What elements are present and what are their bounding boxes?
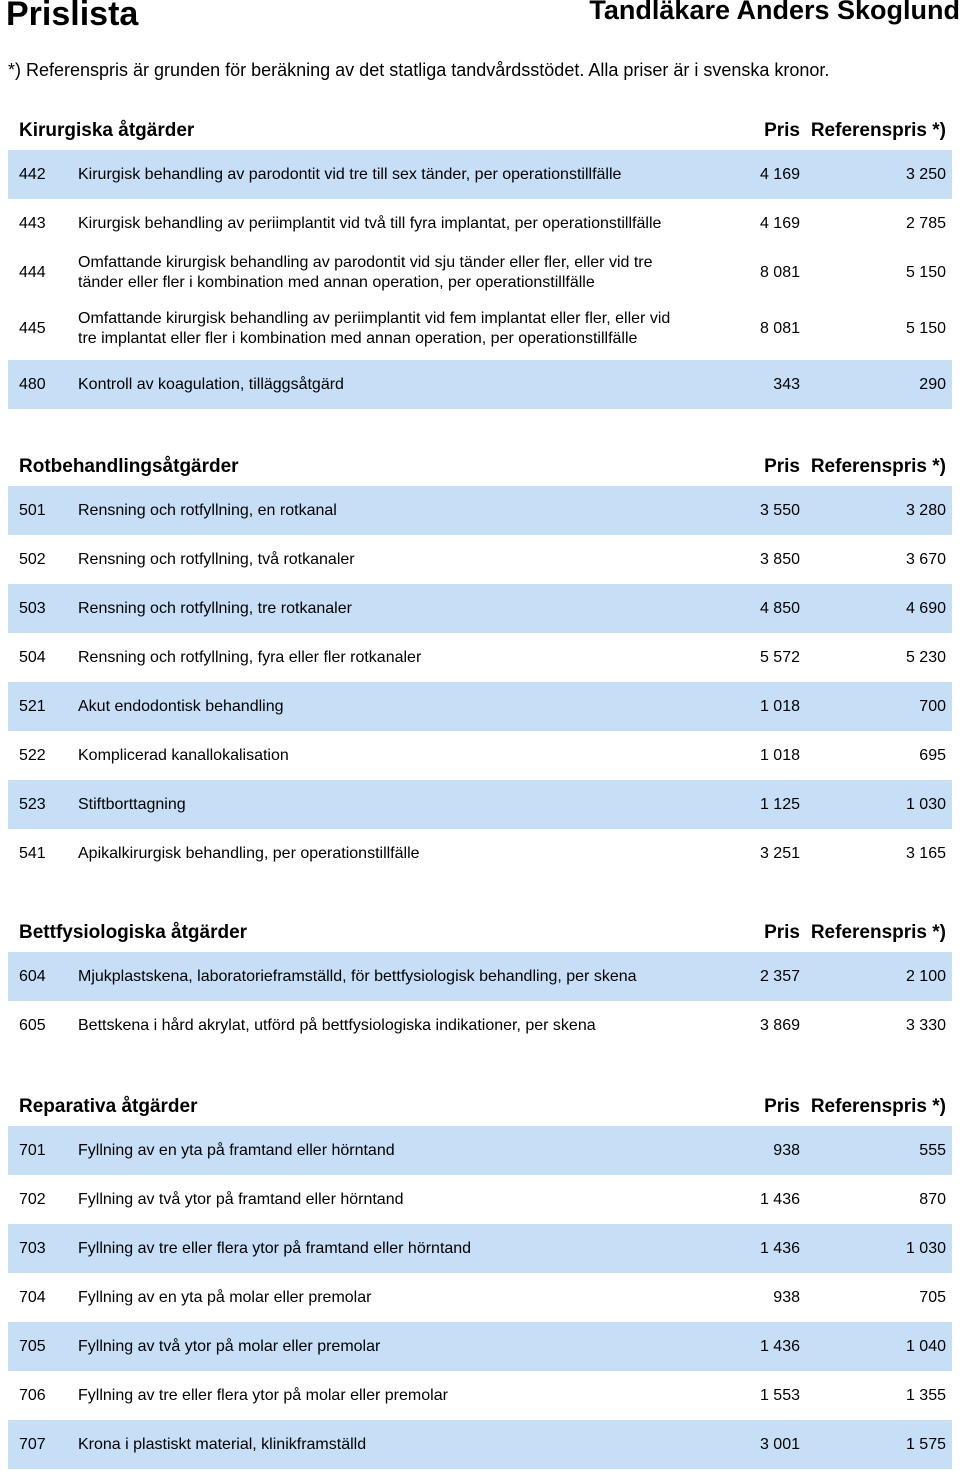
row-description: Rensning och rotfyllning, två rotkanaler — [78, 550, 355, 568]
row-price: 4 169 — [759, 165, 800, 183]
row-price: 1 436 — [759, 1239, 800, 1257]
row-code: 522 — [19, 746, 46, 764]
price-column-header: Pris — [764, 1096, 800, 1117]
row-ref-price: 1 030 — [905, 1239, 946, 1257]
section-kirurgiska — [8, 110, 952, 409]
row-price: 3 869 — [759, 1016, 800, 1034]
table-row — [8, 1371, 952, 1420]
row-ref-price: 290 — [919, 375, 946, 393]
row-description: Fyllning av två ytor på molar eller premolar — [78, 1337, 381, 1355]
row-code: 704 — [19, 1288, 46, 1306]
table-row — [8, 486, 952, 535]
row-price: 2 357 — [759, 967, 800, 985]
row-description: Kontroll av koagulation, tilläggsåtgärd — [78, 375, 344, 393]
row-price: 8 081 — [759, 319, 800, 337]
page-title: Prislista — [6, 0, 139, 33]
table-row — [8, 1273, 952, 1322]
row-description: Omfattande kirurgisk behandling av parodontit vid sju tänder eller fler, eller vid tre tänder eller fler i kombination med annan operation, per operationstillfälle — [78, 253, 653, 291]
table-row — [8, 1175, 952, 1224]
row-ref-price: 3 280 — [905, 501, 946, 519]
row-description: Krona i plastiskt material, klinikframställd — [78, 1435, 367, 1453]
row-ref-price: 3 250 — [905, 165, 946, 183]
row-ref-price: 3 670 — [905, 550, 946, 568]
section-header — [8, 1086, 952, 1126]
row-description: Komplicerad kanallokalisation — [78, 746, 289, 764]
row-ref-price: 1 030 — [905, 795, 946, 813]
table-row — [8, 1224, 952, 1273]
row-price: 1 436 — [759, 1190, 800, 1208]
table-row — [8, 248, 952, 297]
row-ref-price: 695 — [919, 746, 946, 764]
row-description: Mjukplastskena, laboratorieframställd, för bettfysiologisk behandling, per skena — [78, 967, 637, 985]
row-description: Kirurgisk behandling av parodontit vid tre till sex tänder, per operationstillfälle — [78, 165, 622, 183]
table-row — [8, 1420, 952, 1469]
row-code: 541 — [19, 844, 46, 862]
row-ref-price: 5 230 — [905, 648, 946, 666]
section-bettfysiologiska — [8, 912, 952, 1050]
section-title: Kirurgiska åtgärder — [19, 120, 195, 141]
row-code: 503 — [19, 599, 46, 617]
row-price: 1 018 — [759, 746, 800, 764]
row-code: 604 — [19, 967, 46, 985]
table-row — [8, 199, 952, 248]
row-code: 702 — [19, 1190, 46, 1208]
row-code: 443 — [19, 214, 46, 232]
row-description: Fyllning av tre eller flera ytor på framtand eller hörntand — [78, 1239, 472, 1257]
row-code: 480 — [19, 375, 46, 393]
row-price: 5 572 — [759, 648, 800, 666]
row-ref-price: 700 — [919, 697, 946, 715]
row-description: Bettskena i hård akrylat, utförd på bettfysiologiska indikationer, per skena — [78, 1016, 596, 1034]
row-description: Rensning och rotfyllning, tre rotkanaler — [78, 599, 352, 617]
section-rotbehandling — [8, 446, 952, 878]
row-price: 3 850 — [759, 550, 800, 568]
price-column-header: Pris — [764, 120, 800, 141]
row-ref-price: 3 330 — [905, 1016, 946, 1034]
row-price: 1 553 — [759, 1386, 800, 1404]
row-price: 3 251 — [759, 844, 800, 862]
footnote: *) Referenspris är grunden för beräkning av det statliga tandvårdsstödet. Alla priser är i svenska kronor. — [8, 60, 830, 80]
row-price: 938 — [773, 1288, 800, 1306]
row-description: Fyllning av två ytor på framtand eller hörntand — [78, 1190, 404, 1208]
row-description: Fyllning av en yta på framtand eller hörntand — [78, 1141, 395, 1159]
row-description: Fyllning av en yta på molar eller premolar — [78, 1288, 372, 1306]
table-row — [8, 1322, 952, 1371]
row-ref-price: 870 — [919, 1190, 946, 1208]
price-column-header: Pris — [764, 922, 800, 943]
table-row — [8, 1126, 952, 1175]
doctor-name: Tandläkare Anders Skoglund — [589, 0, 960, 25]
ref-column-header: Referenspris *) — [810, 120, 946, 141]
ref-column-header: Referenspris *) — [810, 922, 946, 943]
section-title: Bettfysiologiska åtgärder — [19, 922, 248, 943]
table-row — [8, 360, 952, 409]
row-code: 707 — [19, 1435, 46, 1453]
ref-column-header: Referenspris *) — [810, 1096, 946, 1117]
table-row — [8, 150, 952, 199]
row-price: 1 436 — [759, 1337, 800, 1355]
row-price: 938 — [773, 1141, 800, 1159]
row-code: 502 — [19, 550, 46, 568]
row-ref-price: 1 355 — [905, 1386, 946, 1404]
row-price: 4 850 — [759, 599, 800, 617]
table-row — [8, 297, 952, 360]
table-row — [8, 633, 952, 682]
row-ref-price: 2 100 — [905, 967, 946, 985]
row-description: Kirurgisk behandling av periimplantit vid två till fyra implantat, per operationstillfälle — [78, 214, 662, 232]
section-header — [8, 912, 952, 952]
row-description: Rensning och rotfyllning, en rotkanal — [78, 501, 337, 519]
row-code: 504 — [19, 648, 46, 666]
row-price: 1 018 — [759, 697, 800, 715]
table-row — [8, 535, 952, 584]
row-code: 605 — [19, 1016, 46, 1034]
row-description: Apikalkirurgisk behandling, per operationstillfälle — [78, 844, 420, 862]
row-code: 523 — [19, 795, 46, 813]
row-code: 705 — [19, 1337, 46, 1355]
table-row — [8, 1001, 952, 1050]
table-row — [8, 682, 952, 731]
row-description: Rensning och rotfyllning, fyra eller fler rotkanaler — [78, 648, 422, 666]
row-code: 444 — [19, 263, 46, 281]
section-reparativa — [8, 1086, 952, 1469]
row-ref-price: 5 150 — [905, 319, 946, 337]
row-ref-price: 2 785 — [905, 214, 946, 232]
row-description: Akut endodontisk behandling — [78, 697, 284, 715]
row-ref-price: 3 165 — [905, 844, 946, 862]
row-code: 521 — [19, 697, 46, 715]
row-code: 706 — [19, 1386, 46, 1404]
row-ref-price: 1 575 — [905, 1435, 946, 1453]
row-code: 445 — [19, 319, 46, 337]
row-price: 343 — [773, 375, 800, 393]
row-price: 4 169 — [759, 214, 800, 232]
row-description: Omfattande kirurgisk behandling av periimplantit vid fem implantat eller fler, eller vid tre implantat eller fler i kombination med annan operation, per operationstillfälle — [78, 309, 671, 347]
row-ref-price: 1 040 — [905, 1337, 946, 1355]
row-code: 701 — [19, 1141, 46, 1159]
table-row — [8, 731, 952, 780]
row-ref-price: 5 150 — [905, 263, 946, 281]
row-ref-price: 4 690 — [905, 599, 946, 617]
row-description: Stiftborttagning — [78, 795, 186, 813]
section-title: Rotbehandlingsåtgärder — [19, 456, 239, 477]
section-header — [8, 446, 952, 486]
row-code: 501 — [19, 501, 46, 519]
ref-column-header: Referenspris *) — [810, 456, 946, 477]
table-row — [8, 584, 952, 633]
row-price: 3 001 — [759, 1435, 800, 1453]
row-ref-price: 705 — [919, 1288, 946, 1306]
section-header — [8, 110, 952, 150]
row-description: Fyllning av tre eller flera ytor på molar eller premolar — [78, 1386, 448, 1404]
table-row — [8, 829, 952, 878]
table-row — [8, 952, 952, 1001]
row-ref-price: 555 — [919, 1141, 946, 1159]
row-code: 703 — [19, 1239, 46, 1257]
section-title: Reparativa åtgärder — [19, 1096, 198, 1117]
row-price: 1 125 — [759, 795, 800, 813]
row-price: 8 081 — [759, 263, 800, 281]
price-column-header: Pris — [764, 456, 800, 477]
row-price: 3 550 — [759, 501, 800, 519]
row-code: 442 — [19, 165, 46, 183]
table-row — [8, 780, 952, 829]
